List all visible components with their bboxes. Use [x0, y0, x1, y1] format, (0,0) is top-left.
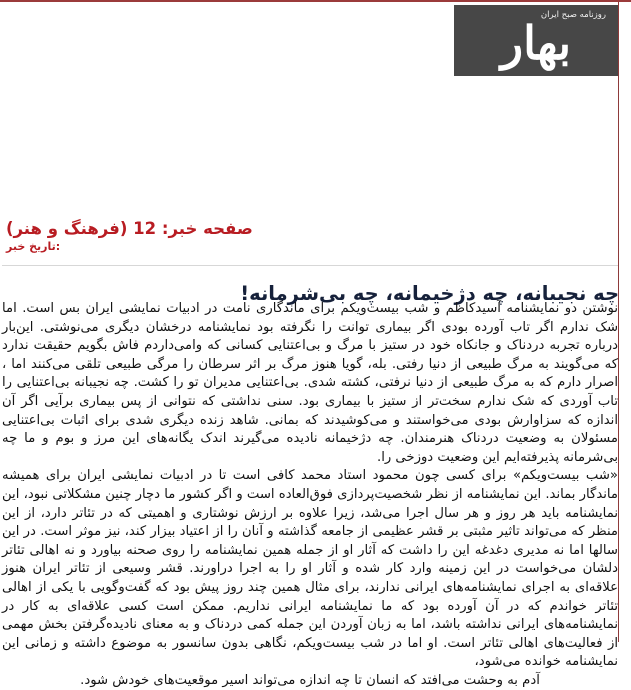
masthead-subtitle: روزنامه صبح ایران: [540, 10, 606, 20]
article-headline: چه نجیبانه، چه دژخیمانه، چه بی‌شرمانه!: [240, 282, 619, 306]
article-paragraph: نوشتن دو نمایشنامه آسیدکاظم و شب بیست‌ویکم برای ماندگاری نامت در ادبیات نمایشی ایران بس است. اما شک ندارم اگر تاب آورده بودی اگر بیماری توانت را نگرفته بود نمایشنامه درخشان دیگری می‌نوشتی. این‌بار درباره تجربه دردناک و جانکاه خود در ستیز با مرگ و بی‌اعتنایی کسانی که وامی‌داردم فاش بگویم حقیقت ندارد که می‌گویند به مرگ طبیعی از دنیا رفتی. بله، گویا هنوز مرگ بر اثر سرطان را مرگی طبیعی تلقی می‌کنند اما ، اصرار دارم که به مرگ طبیعی از دنیا نرفتی، کشته شدی. بی‌اعتنایی مدیران تو را کشت. چه نجیبانه بی‌اعتنایی را تاب آوردی که شک ندارم سخت‌تر از ستیز با بیماری بود. سنی نداشتی که نتوانی از پس بیماری برآیی اگر آن اندازه که سزاوارش بودی می‌خواستند و می‌کوشیدند که بمانی. شاهد زنده دیگری شدی برای اثبات بی‌اعتنایی مسئولان به وضعیت دردناک هنرمندان. چه دژخیمانه نادیده می‌گیرند اندک یگانه‌های این مرز و بوم و ما چه بی‌شرمانه پذیرفته‌ایم این وضعیت دوزخی را.: [2, 301, 618, 465]
meta-divider-rule: [2, 265, 618, 266]
masthead-title: بهار: [500, 16, 572, 70]
news-date-label: :تاریخ خبر: [6, 240, 61, 253]
article-body: [2, 300, 618, 690]
masthead-logo-box: [454, 5, 618, 76]
right-margin-rule: [618, 2, 619, 642]
article-paragraph: آدم به وحشت می‌افتد که انسان تا چه اندازه می‌تواند اسیر موقعیت‌های خودش شود.: [80, 672, 540, 688]
article-paragraph: «شب بیست‌ویکم» برای کسی چون محمود استاد محمد کافی است تا در ادبیات نمایشی ایران برای همیشه ماندگار بماند. این نمایشنامه از نظر شخصیت‌پردازی فوق‌العاده است و اگر کشور ما دچار چنین مشکلاتی نبود، این نمایشنامه باید هر روز و هر سال اجرا می‌شد، زیرا علاوه بر ارزش نوشتاری و اهمیتی که در تئاتر دارد، از این منظر که می‌تواند تاثیر مثبتی بر قشر عظیمی از جامعه گذاشته و آنان را از اعتیاد بیزار کند، نیز موثر است. در این سالها اما نه مدیری دغدغه این را داشت که آثار او از جمله همین نمایشنامه را روی صحنه بیاورد و نه اهالی تئاتر دلشان می‌خواست در این زمینه وارد کار شده و آثار او را به اجرا دراورند. قشر وسیعی از تئاتر ایران هنوز علاقه‌ای به اجرای نمایشنامه‌های ایرانی ندارند، برای مثال همین چند روز پیش بود که گفت‌وگویی با یکی از اهالی تئاتر خواندم که در آن آورده بود که ما نمایشنامه ایرانی نداریم. ممکن است کسی علاقه‌ای به کار در نمایشنامه‌های ایرانی نداشته باشد، اما به زبان آوردن این جمله کمی دردناک و به معنای نادیده‌گرفتن بخش مهمی از فعالیت‌های اهالی تئاتر است. او اما در شب بیست‌ویکم، نگاهی بدون سانسور به موضوع داشته و زمانی این نمایشنامه خوانده می‌شود،: [2, 468, 618, 670]
newspaper-masthead: [454, 5, 618, 76]
page-section-label: صفحه خبر: 12 (فرهنگ و هنر): [6, 219, 253, 238]
article-meta-block: [0, 219, 631, 254]
